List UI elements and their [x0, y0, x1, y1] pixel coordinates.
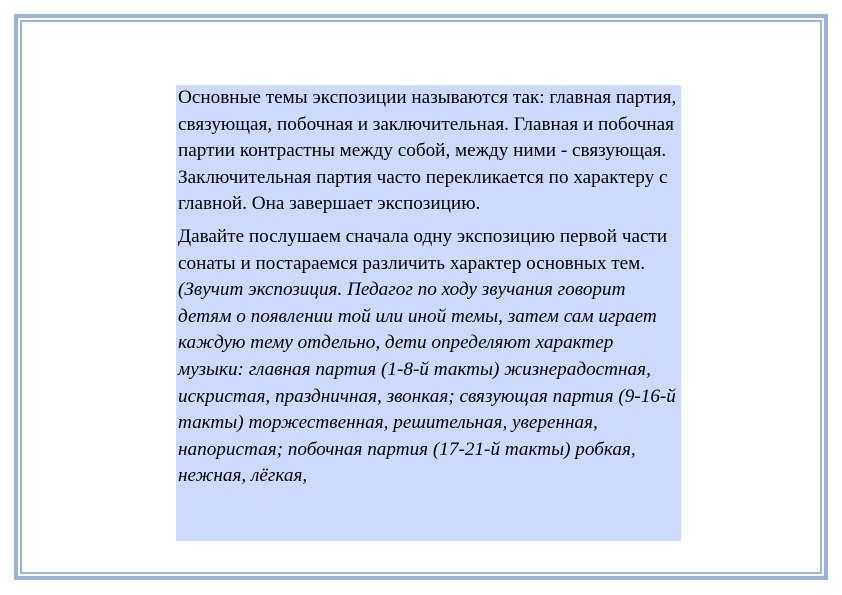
paragraph-2-normal: Давайте послушаем сначала одну экспозицию первой части сонаты и постараемся различить характер основных тем. — [178, 225, 668, 274]
text-box — [176, 85, 681, 541]
paragraph-2-italic: (Звучит экспозиция. Педагог по ходу звучания говорит детям о появлении той или иной темы, затем сам играет каждую тему отдельно, дети определяют характер музыки: главная партия (1-8-й такты) жизнерадостная, искристая, праздничная, звонкая; связующая партия (9-16-й такты) торжественная, решительная, уверенная, напористая; побочная партия (17-21-й такты) робкая, нежная, лёгкая, — [178, 279, 676, 487]
paragraph-1: Основные темы экспозиции называются так: главная партия, связующая, побочная и заключительная. Главная и побочная партии контрастны между собой, между ними - связующая. Заключительная партия часто перекликается по характеру с главной. Она завершает экспозицию. — [178, 87, 677, 215]
paragraph-2 — [178, 224, 681, 490]
